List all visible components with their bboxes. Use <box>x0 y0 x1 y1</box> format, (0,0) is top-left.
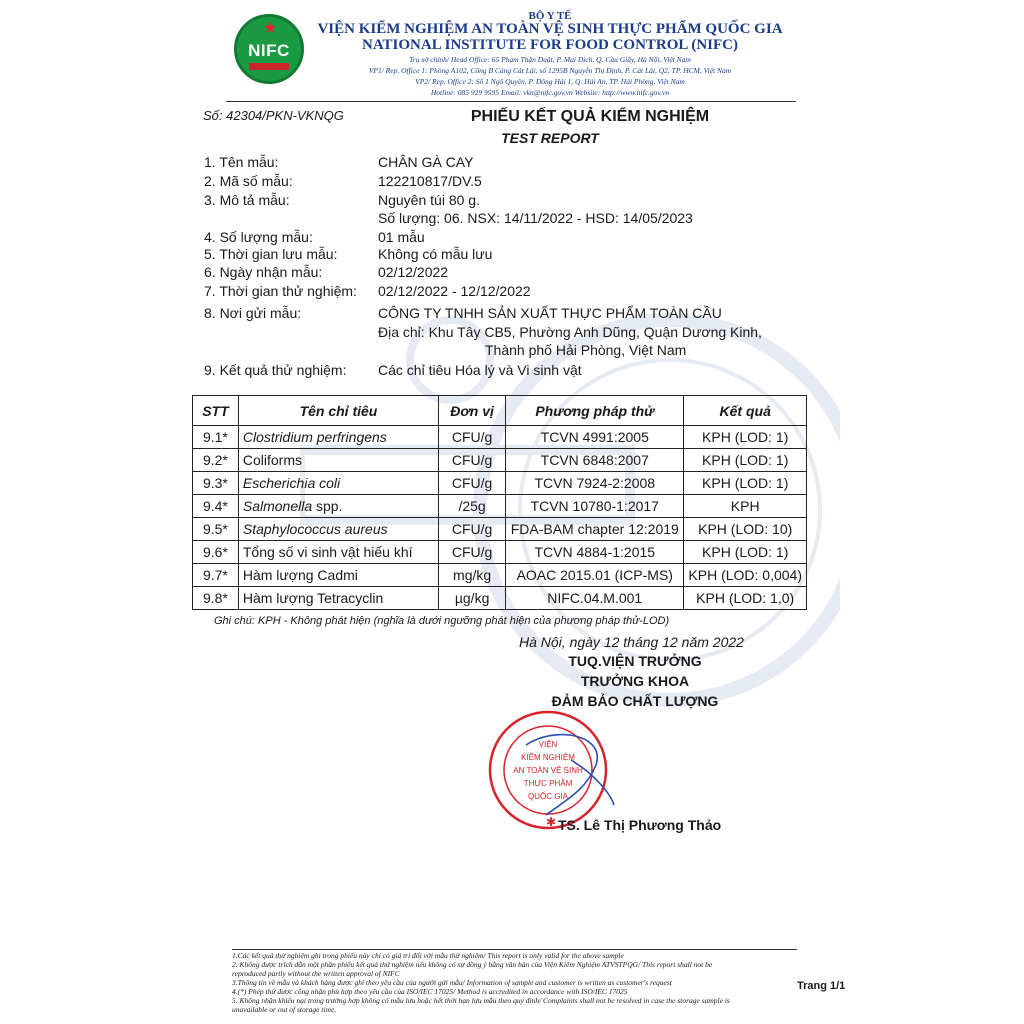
result-cell: KPH (LOD: 1) <box>684 472 807 495</box>
seal-line: KIỂM NGHIỆM <box>521 753 575 762</box>
result-cell: KPH (LOD: 1) <box>684 426 807 449</box>
document-number: Số: 42304/PKN-VKNQG <box>203 108 344 123</box>
unit-cell: µg/kg <box>439 587 506 610</box>
footer-note: 5. Không nhận khiếu nại trong trường hợp không có mẫu lưu hoặc hết thời hạn lưu mẫu theo quy định/ Complaints shall not be resolved in case the storage sample is <box>232 996 730 1005</box>
parameter-name: Salmonella <box>242 498 313 514</box>
footer-note: 1.Các kết quả thử nghiệm ghi trong phiếu này chỉ có giá trị đối với mẫu thử nghiệm/ This report is only valid for the above sample <box>232 951 624 960</box>
table-row <box>193 426 807 449</box>
testing-period: 02/12/2022 - 12/12/2022 <box>378 283 531 299</box>
column-header: Kết quả <box>684 396 807 426</box>
row-number: 9.6* <box>193 541 239 564</box>
info-label: 2. Mã số mẫu: <box>204 173 293 189</box>
table-row <box>193 495 807 518</box>
table-row <box>193 587 807 610</box>
parameter-name: Hàm lượng Cadmi <box>242 567 358 583</box>
star-icon: ★ <box>263 20 278 37</box>
result-cell: KPH (LOD: 1,0) <box>684 587 807 610</box>
report-title: PHIẾU KẾT QUẢ KIỂM NGHIỆM <box>470 108 710 125</box>
institute-name-en: NATIONAL INSTITUTE FOR FOOD CONTROL (NIFC) <box>361 37 739 53</box>
received-date: 02/12/2022 <box>378 264 449 280</box>
parameter-suffix: spp. <box>312 498 343 514</box>
head-office-address: Trụ sở chính/ Head Office: 65 Phạm Thận Duật, P. Mai Dịch, Q. Cầu Giấy, Hà Nội, Việt Nam <box>409 55 691 64</box>
test-scope: Các chỉ tiêu Hóa lý và Vi sinh vật <box>378 362 582 378</box>
parameter-cell <box>238 449 438 472</box>
unit-cell: CFU/g <box>439 426 506 449</box>
nifc-logo <box>234 14 304 84</box>
sample-description: Nguyên túi 80 g. <box>378 192 480 208</box>
row-number: 9.4* <box>193 495 239 518</box>
info-label: 7. Thời gian thử nghiệm: <box>204 283 357 299</box>
logo-ribbon <box>249 63 289 70</box>
method-cell: TCVN 6848:2007 <box>506 449 684 472</box>
signature-authority: TUQ.VIỆN TRƯỞNG <box>568 653 702 669</box>
contact-line: Hotline: 085 929 9595 Email: vkn@nifc.gov.vn Website: http://www.nifc.gov.vn <box>430 88 670 97</box>
parameter-name: Staphylococcus aureus <box>242 521 388 537</box>
table-note: Ghi chú: KPH - Không phát hiện (nghĩa là dưới ngưỡng phát hiện của phương pháp thử-LOD) <box>214 615 670 627</box>
office2-address: VP2/ Rep. Office 2: Số 1 Ngô Quyền, P. Đông Hải 1, Q. Hải An, TP. Hải Phòng, Việt Nam <box>415 77 685 86</box>
sample-description-detail: Số lượng: 06. NSX: 14/11/2022 - HSD: 14/05/2023 <box>378 210 693 226</box>
method-cell: TCVN 4991:2005 <box>506 426 684 449</box>
unit-cell: CFU/g <box>439 472 506 495</box>
row-number: 9.2* <box>193 449 239 472</box>
info-label: 3. Mô tả mẫu: <box>204 192 290 208</box>
parameter-cell <box>238 587 438 610</box>
unit-cell: CFU/g <box>439 518 506 541</box>
header-divider <box>226 101 796 102</box>
parameter-name: Clostridium perfringens <box>242 429 387 445</box>
ministry-name: BỘ Y TẾ <box>528 10 572 22</box>
sample-name: CHÂN GÀ CAY <box>378 154 474 170</box>
footer-note: unavailable or out of storage time. <box>232 1005 337 1014</box>
info-label: 8. Nơi gửi mẫu: <box>204 305 302 321</box>
row-number: 9.1* <box>193 426 239 449</box>
result-cell: KPH (LOD: 1) <box>684 449 807 472</box>
result-cell: KPH (LOD: 0,004) <box>684 564 807 587</box>
parameter-name: Tổng số vi sinh vật hiếu khí <box>242 544 413 560</box>
signature-title: TRƯỞNG KHOA <box>580 673 690 689</box>
info-label: 6. Ngày nhận mẫu: <box>204 264 323 280</box>
row-number: 9.7* <box>193 564 239 587</box>
parameter-name: Escherichia coli <box>242 475 341 491</box>
unit-cell: /25g <box>439 495 506 518</box>
table-header-row <box>193 396 807 426</box>
footer-divider <box>232 949 797 950</box>
method-cell: AOAC 2015.01 (ICP-MS) <box>506 564 684 587</box>
page-number: Trang 1/1 <box>797 980 846 992</box>
parameter-cell <box>238 564 438 587</box>
sender-address-city: Thành phố Hải Phòng, Việt Nam <box>485 342 687 358</box>
parameter-name: Coliforms <box>242 452 302 468</box>
info-label: 1. Tên mẫu: <box>204 154 279 170</box>
table-row <box>193 541 807 564</box>
footer-note: 3.Thông tin về mẫu và khách hàng được ghi theo yêu cầu của người gửi mẫu/ Information of sample and customer is written as customer's request <box>232 978 672 987</box>
parameter-name: Hàm lượng Tetracyclin <box>242 590 384 606</box>
footer-note: 2. Không được trích dẫn một phần phiếu kết quả thử nghiệm nếu không có sự đồng ý bằng văn bản của Viện Kiểm Nghiệm ATVSTPQG/ This report shall not be <box>232 960 713 969</box>
column-header: Phương pháp thử <box>506 396 684 426</box>
unit-cell: mg/kg <box>439 564 506 587</box>
footer-note: reproduced partly without the written approval of NIFC <box>232 969 400 978</box>
column-header: Tên chỉ tiêu <box>238 396 438 426</box>
column-header: Đơn vị <box>439 396 506 426</box>
table-row <box>193 472 807 495</box>
star-icon: ✱ <box>546 815 557 829</box>
report-title-en: TEST REPORT <box>501 130 599 146</box>
results-table <box>192 395 807 610</box>
result-cell: KPH (LOD: 10) <box>684 518 807 541</box>
seal-line: THỰC PHẨM <box>523 779 573 788</box>
row-number: 9.8* <box>193 587 239 610</box>
signer-name: TS. Lê Thị Phương Thảo <box>558 817 722 833</box>
parameter-cell <box>238 472 438 495</box>
result-cell: KPH (LOD: 1) <box>684 541 807 564</box>
logo-text: NIFC <box>248 41 290 60</box>
footer-note: 4.(*) Phép thử được công nhận phù hợp theo yêu cầu của ISO/IEC 17025/ Method is accredited in accordance with ISO/IEC 17025 <box>232 987 628 996</box>
info-label: 4. Số lượng mẫu: <box>204 229 313 245</box>
sample-code: 122210817/DV.5 <box>378 173 482 189</box>
row-number: 9.3* <box>193 472 239 495</box>
table-row <box>193 449 807 472</box>
sender-company: CÔNG TY TNHH SẢN XUẤT THỰC PHẨM TOÀN CẦU <box>378 305 722 321</box>
info-label: 5. Thời gian lưu mẫu: <box>204 246 338 262</box>
unit-cell: CFU/g <box>439 449 506 472</box>
signature-department: ĐẢM BẢO CHẤT LƯỢNG <box>551 693 719 709</box>
institute-name-vn: VIỆN KIỂM NGHIỆM AN TOÀN VỆ SINH THỰC PHẨM QUỐC GIA <box>317 21 783 37</box>
seal-line: VIỆN <box>538 740 558 749</box>
info-label: 9. Kết quả thử nghiệm: <box>204 362 347 378</box>
column-header: STT <box>193 396 239 426</box>
parameter-cell <box>238 426 438 449</box>
unit-cell: CFU/g <box>439 541 506 564</box>
sample-quantity: 01 mẫu <box>378 229 425 245</box>
table-row <box>193 564 807 587</box>
parameter-cell <box>238 495 438 518</box>
sample-retention: Không có mẫu lưu <box>378 246 493 262</box>
method-cell: TCVN 7924-2:2008 <box>506 472 684 495</box>
seal-line: QUỐC GIA <box>527 792 569 801</box>
issue-date: Hà Nội, ngày 12 tháng 12 năm 2022 <box>519 634 744 650</box>
parameter-cell <box>238 541 438 564</box>
table-row <box>193 518 807 541</box>
method-cell: NIFC.04.M.001 <box>506 587 684 610</box>
office1-address: VP1/ Rep. Office 1: Phòng A102, Cổng B Cảng Cát Lái, số 1295B Nguyễn Thị Định, P. Cát Lái, Q2, TP. HCM, Việt Nam <box>368 66 732 75</box>
row-number: 9.5* <box>193 518 239 541</box>
method-cell: TCVN 4884-1:2015 <box>506 541 684 564</box>
result-cell: KPH <box>684 495 807 518</box>
parameter-cell <box>238 518 438 541</box>
seal-line: AN TOÀN VỆ SINH <box>513 766 583 775</box>
method-cell: TCVN 10780-1:2017 <box>506 495 684 518</box>
sender-address: Địa chỉ: Khu Tây CB5, Phường Anh Dũng, Quận Dương Kinh, <box>378 324 762 340</box>
method-cell: FDA-BAM chapter 12:2019 <box>506 518 684 541</box>
